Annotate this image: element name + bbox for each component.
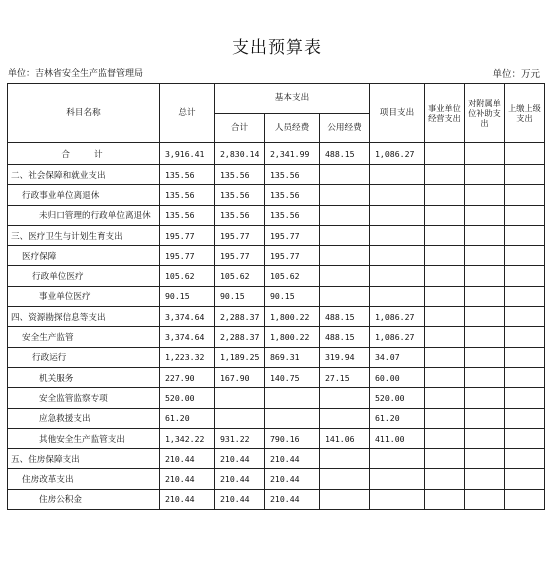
cell-public [320, 408, 370, 428]
cell-total: 195.77 [160, 246, 215, 266]
cell-public [320, 469, 370, 489]
cell-business [425, 246, 465, 266]
cell-subsidy [465, 449, 505, 469]
cell-subsidy [465, 185, 505, 205]
cell-personnel: 210.44 [265, 469, 320, 489]
table-row [8, 307, 545, 327]
cell-business [425, 388, 465, 408]
cell-upper [505, 165, 545, 185]
cell-business [425, 469, 465, 489]
table-row [8, 205, 545, 225]
cell-business [425, 428, 465, 448]
cell-personnel: 195.77 [265, 225, 320, 245]
cell-subsidy [465, 388, 505, 408]
cell-basic-total: 135.56 [215, 165, 265, 185]
cell-public: 488.15 [320, 307, 370, 327]
row-subject-name: 安全监管监察专项 [8, 388, 160, 408]
cell-public [320, 449, 370, 469]
cell-project: 411.00 [370, 428, 425, 448]
header-subsidy: 对附属单位补助支出 [465, 84, 505, 143]
cell-upper [505, 408, 545, 428]
cell-basic-total [215, 388, 265, 408]
row-subject-name: 二、社会保障和就业支出 [8, 165, 160, 185]
header-basic: 基本支出 [215, 84, 370, 114]
cell-project: 60.00 [370, 367, 425, 387]
cell-total: 3,916.41 [160, 143, 215, 165]
cell-personnel: 2,341.99 [265, 143, 320, 165]
cell-business [425, 489, 465, 509]
cell-public: 141.06 [320, 428, 370, 448]
cell-total: 1,223.32 [160, 347, 215, 367]
cell-upper [505, 143, 545, 165]
cell-basic-total: 195.77 [215, 225, 265, 245]
cell-upper [505, 205, 545, 225]
cell-business [425, 449, 465, 469]
cell-personnel: 135.56 [265, 205, 320, 225]
cell-total: 195.77 [160, 225, 215, 245]
cell-total: 105.62 [160, 266, 215, 286]
cell-personnel: 210.44 [265, 449, 320, 469]
row-subject-name: 合计 [8, 143, 160, 165]
cell-personnel: 135.56 [265, 165, 320, 185]
cell-basic-total: 2,830.14 [215, 143, 265, 165]
table-row [8, 246, 545, 266]
cell-personnel: 105.62 [265, 266, 320, 286]
page-title: 支出预算表 [232, 38, 322, 58]
cell-total: 3,374.64 [160, 327, 215, 347]
budget-table-body [8, 143, 545, 510]
cell-subsidy [465, 347, 505, 367]
cell-subsidy [465, 327, 505, 347]
cell-public: 488.15 [320, 327, 370, 347]
cell-project: 1,086.27 [370, 307, 425, 327]
cell-project: 520.00 [370, 388, 425, 408]
cell-subsidy [465, 428, 505, 448]
cell-upper [505, 388, 545, 408]
table-row [8, 388, 545, 408]
cell-business [425, 307, 465, 327]
cell-upper [505, 225, 545, 245]
table-row [8, 469, 545, 489]
row-subject-name: 五、住房保障支出 [8, 449, 160, 469]
table-row [8, 286, 545, 306]
cell-total: 135.56 [160, 185, 215, 205]
cell-business [425, 225, 465, 245]
cell-basic-total: 135.56 [215, 205, 265, 225]
cell-upper [505, 489, 545, 509]
cell-subsidy [465, 225, 505, 245]
table-row [8, 428, 545, 448]
cell-public: 319.94 [320, 347, 370, 367]
row-subject-name: 行政单位医疗 [8, 266, 160, 286]
cell-basic-total: 931.22 [215, 428, 265, 448]
cell-public [320, 286, 370, 306]
table-row [8, 266, 545, 286]
cell-project [370, 449, 425, 469]
row-subject-name: 三、医疗卫生与计划生育支出 [8, 225, 160, 245]
cell-public [320, 225, 370, 245]
table-row [8, 347, 545, 367]
cell-project [370, 469, 425, 489]
cell-basic-total: 2,288.37 [215, 327, 265, 347]
table-row [8, 408, 545, 428]
row-subject-name: 其他安全生产监管支出 [8, 428, 160, 448]
cell-upper [505, 246, 545, 266]
cell-total: 90.15 [160, 286, 215, 306]
cell-total: 1,342.22 [160, 428, 215, 448]
cell-personnel [265, 388, 320, 408]
cell-personnel: 195.77 [265, 246, 320, 266]
header-upper: 上缴上级支出 [505, 84, 545, 143]
cell-personnel [265, 408, 320, 428]
cell-public: 27.15 [320, 367, 370, 387]
cell-business [425, 367, 465, 387]
cell-upper [505, 266, 545, 286]
cell-total: 210.44 [160, 469, 215, 489]
cell-basic-total [215, 408, 265, 428]
cell-business [425, 266, 465, 286]
table-row [8, 449, 545, 469]
cell-upper [505, 347, 545, 367]
cell-personnel: 790.16 [265, 428, 320, 448]
row-subject-name: 安全生产监管 [8, 327, 160, 347]
cell-basic-total: 135.56 [215, 185, 265, 205]
cell-personnel: 1,800.22 [265, 327, 320, 347]
header-public: 公用经费 [320, 114, 370, 143]
cell-upper [505, 286, 545, 306]
cell-subsidy [465, 469, 505, 489]
cell-business [425, 347, 465, 367]
cell-personnel: 869.31 [265, 347, 320, 367]
cell-project [370, 205, 425, 225]
cell-project: 1,086.27 [370, 327, 425, 347]
header-total: 总计 [160, 84, 215, 143]
cell-public: 488.15 [320, 143, 370, 165]
budget-table [7, 83, 545, 510]
cell-total: 3,374.64 [160, 307, 215, 327]
cell-total: 135.56 [160, 205, 215, 225]
table-row [8, 489, 545, 509]
cell-upper [505, 428, 545, 448]
row-subject-name: 行政运行 [8, 347, 160, 367]
header-project: 项目支出 [370, 84, 425, 143]
header-business: 事业单位经营支出 [425, 84, 465, 143]
cell-public [320, 246, 370, 266]
unit-name: 单位：吉林省安全生产监督管理局 [8, 69, 144, 79]
cell-public [320, 388, 370, 408]
cell-personnel: 90.15 [265, 286, 320, 306]
cell-total: 210.44 [160, 449, 215, 469]
cell-public [320, 205, 370, 225]
cell-project [370, 225, 425, 245]
row-subject-name: 应急救援支出 [8, 408, 160, 428]
cell-basic-total: 210.44 [215, 489, 265, 509]
cell-subsidy [465, 307, 505, 327]
cell-subsidy [465, 367, 505, 387]
cell-personnel: 1,800.22 [265, 307, 320, 327]
cell-upper [505, 469, 545, 489]
table-row [8, 143, 545, 165]
header-basic-total: 合计 [215, 114, 265, 143]
table-row [8, 225, 545, 245]
cell-business [425, 205, 465, 225]
cell-project: 34.07 [370, 347, 425, 367]
cell-project [370, 185, 425, 205]
cell-subsidy [465, 286, 505, 306]
cell-business [425, 165, 465, 185]
cell-total: 227.90 [160, 367, 215, 387]
cell-basic-total: 210.44 [215, 449, 265, 469]
cell-public [320, 266, 370, 286]
cell-business [425, 185, 465, 205]
cell-upper [505, 327, 545, 347]
cell-basic-total: 1,189.25 [215, 347, 265, 367]
cell-personnel: 135.56 [265, 185, 320, 205]
cell-basic-total: 210.44 [215, 469, 265, 489]
row-subject-name: 未归口管理的行政单位离退休 [8, 205, 160, 225]
row-subject-name: 机关服务 [8, 367, 160, 387]
cell-subsidy [465, 246, 505, 266]
cell-business [425, 408, 465, 428]
cell-business [425, 286, 465, 306]
cell-total: 520.00 [160, 388, 215, 408]
cell-basic-total: 167.90 [215, 367, 265, 387]
row-subject-name: 行政事业单位离退休 [8, 185, 160, 205]
cell-basic-total: 90.15 [215, 286, 265, 306]
cell-subsidy [465, 266, 505, 286]
cell-basic-total: 195.77 [215, 246, 265, 266]
cell-personnel: 210.44 [265, 489, 320, 509]
cell-total: 210.44 [160, 489, 215, 509]
cell-project [370, 266, 425, 286]
header-personnel: 人员经费 [265, 114, 320, 143]
cell-basic-total: 105.62 [215, 266, 265, 286]
cell-subsidy [465, 205, 505, 225]
cell-business [425, 327, 465, 347]
cell-subsidy [465, 165, 505, 185]
cell-subsidy [465, 489, 505, 509]
row-subject-name: 住房改革支出 [8, 469, 160, 489]
row-subject-name: 住房公积金 [8, 489, 160, 509]
cell-business [425, 143, 465, 165]
table-row [8, 367, 545, 387]
row-subject-name: 事业单位医疗 [8, 286, 160, 306]
cell-public [320, 185, 370, 205]
row-subject-name: 医疗保障 [8, 246, 160, 266]
header-subject: 科目名称 [8, 84, 160, 143]
cell-project [370, 246, 425, 266]
currency-unit: 单位：万元 [492, 69, 540, 80]
cell-upper [505, 185, 545, 205]
cell-upper [505, 367, 545, 387]
cell-public [320, 489, 370, 509]
cell-project [370, 165, 425, 185]
cell-public [320, 165, 370, 185]
table-row [8, 327, 545, 347]
cell-personnel: 140.75 [265, 367, 320, 387]
cell-subsidy [465, 408, 505, 428]
cell-total: 61.20 [160, 408, 215, 428]
cell-total: 135.56 [160, 165, 215, 185]
cell-project [370, 286, 425, 306]
table-row [8, 165, 545, 185]
cell-subsidy [465, 143, 505, 165]
table-row [8, 185, 545, 205]
cell-project: 1,086.27 [370, 143, 425, 165]
cell-upper [505, 449, 545, 469]
cell-project [370, 489, 425, 509]
cell-upper [505, 307, 545, 327]
cell-project: 61.20 [370, 408, 425, 428]
row-subject-name: 四、资源勘探信息等支出 [8, 307, 160, 327]
cell-basic-total: 2,288.37 [215, 307, 265, 327]
